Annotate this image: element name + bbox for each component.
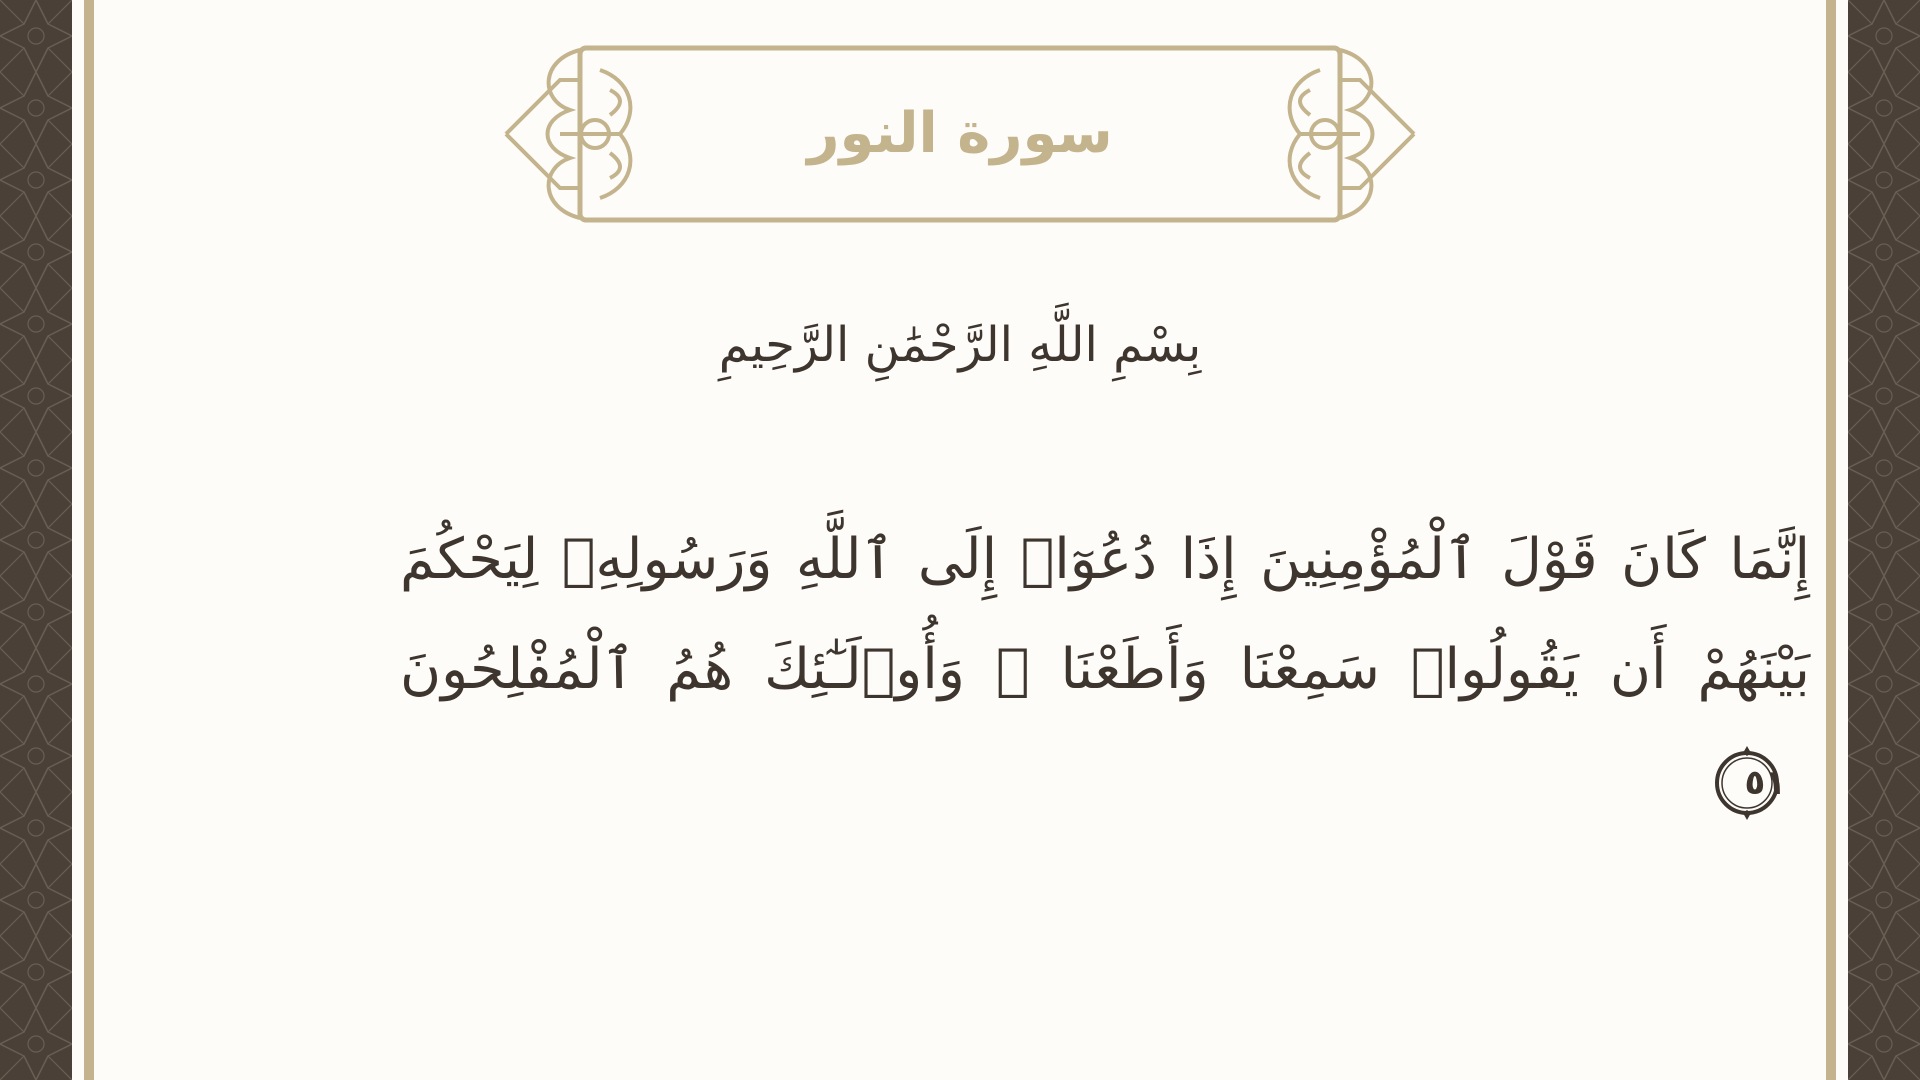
ayah-number: ٥١ bbox=[1744, 762, 1786, 803]
surah-title: سورة النور bbox=[807, 101, 1113, 166]
verse-text bbox=[400, 505, 1810, 835]
surah-title-cartouche bbox=[500, 40, 1420, 228]
right-gold-rule bbox=[1826, 0, 1836, 1080]
verse-body: إِنَّمَا كَانَ قَوْلَ ٱلْمُؤْمِنِينَ إِذَا دُعُوٓا۟ إِلَى ٱللَّهِ وَرَسُولِهِۦ لِيَحْكُمَ بَيْنَهُمْ أَن يَقُولُوا۟ سَمِعْنَا وَأَطَعْنَا ۚ وَأُو۟لَـٰٓئِكَ هُمُ ٱلْمُفْلِحُونَ bbox=[400, 527, 1810, 702]
ayah-marker bbox=[1708, 744, 1786, 822]
left-ornamental-border bbox=[0, 0, 72, 1080]
left-gold-rule bbox=[84, 0, 94, 1080]
geometric-pattern-icon bbox=[1848, 0, 1920, 1080]
right-ornamental-border bbox=[1848, 0, 1920, 1080]
geometric-pattern-icon bbox=[0, 0, 72, 1080]
basmala: بِسْمِ اللَّهِ الرَّحْمَٰنِ الرَّحِيمِ bbox=[718, 317, 1202, 373]
